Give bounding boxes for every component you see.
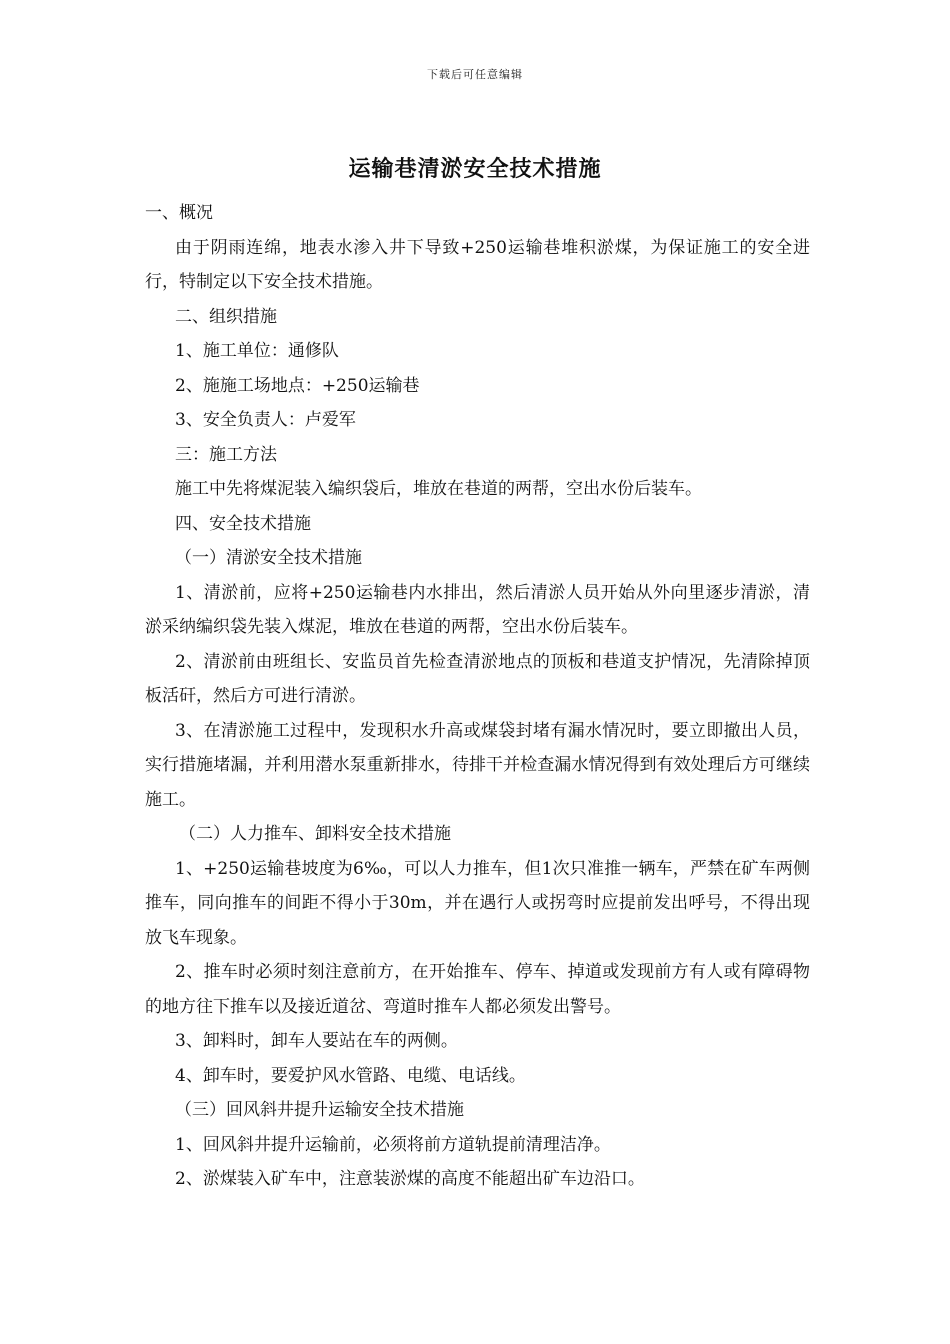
paragraph: 施工中先将煤泥装入编织袋后，堆放在巷道的两帮，空出水份后装车。 xyxy=(175,479,702,499)
paragraph: 2、清淤前由班组长、安监员首先检查清淤地点的顶板和巷道支护情况，先清除掉顶板活矸，然后方可进行清淤。 xyxy=(145,651,810,706)
paragraph: 1、回风斜井提升运输前，必须将前方道轨提前清理洁净。 xyxy=(175,1134,611,1155)
paragraph: 1、清淤前，应将+250运输巷内水排出，然后清淤人员开始从外向里逐步清淤，清淤采纳编织袋先装入煤泥，堆放在巷道的两帮，空出水份后装车。 xyxy=(145,582,810,637)
paragraph: 4、卸车时，要爱护风水管路、电缆、电话线。 xyxy=(175,1065,526,1086)
paragraph: 2、淤煤装入矿车中，注意装淤煤的高度不能超出矿车边沿口。 xyxy=(175,1169,645,1189)
paragraph: 一、概况 xyxy=(145,203,213,223)
paragraph: 3、卸料时，卸车人要站在车的两侧。 xyxy=(175,1031,458,1051)
document-title: 运输巷清淤安全技术措施 xyxy=(348,156,602,182)
paragraph: 1、施工单位：通修队 xyxy=(175,341,339,361)
paragraph: （一）清淤安全技术措施 xyxy=(175,548,362,568)
paragraph: （三）回风斜井提升运输安全技术措施 xyxy=(175,1100,464,1120)
paragraph: 3、在清淤施工过程中，发现积水升高或煤袋封堵有漏水情况时，要立即撤出人员，实行措施堵漏，并利用潜水泵重新排水，待排干并检查漏水情况得到有效处理后方可继续施工。 xyxy=(145,720,810,810)
paragraph: 三：施工方法 xyxy=(175,444,277,465)
paragraph: 四、安全技术措施 xyxy=(175,513,311,534)
paragraph: （二）人力推车、卸料安全技术措施 xyxy=(179,824,451,844)
paragraph: 2、施施工场地点：+250运输巷 xyxy=(175,375,420,396)
paragraph: 二、组织措施 xyxy=(175,306,277,327)
paragraph: 3、安全负责人：卢爱军 xyxy=(175,410,356,430)
paragraph: 2、推车时必须时刻注意前方，在开始推车、停车、掉道或发现前方有人或有障碍物的地方往下推车以及接近道岔、弯道时推车人都必须发出警号。 xyxy=(145,962,810,1017)
paragraph: 1、+250运输巷坡度为6‰，可以人力推车，但1次只准推一辆车，严禁在矿车两侧推车，同向推车的间距不得小于30m，并在遇行人或拐弯时应提前发出呼号，不得出现放飞车现象。 xyxy=(145,858,810,948)
document-body xyxy=(145,196,810,1197)
paragraph: 由于阴雨连绵，地表水渗入井下导致+250运输巷堆积淤煤，为保证施工的安全进行，特制定以下安全技术措施。 xyxy=(145,237,810,292)
page-header-note: 下载后可任意编辑 xyxy=(427,68,523,81)
